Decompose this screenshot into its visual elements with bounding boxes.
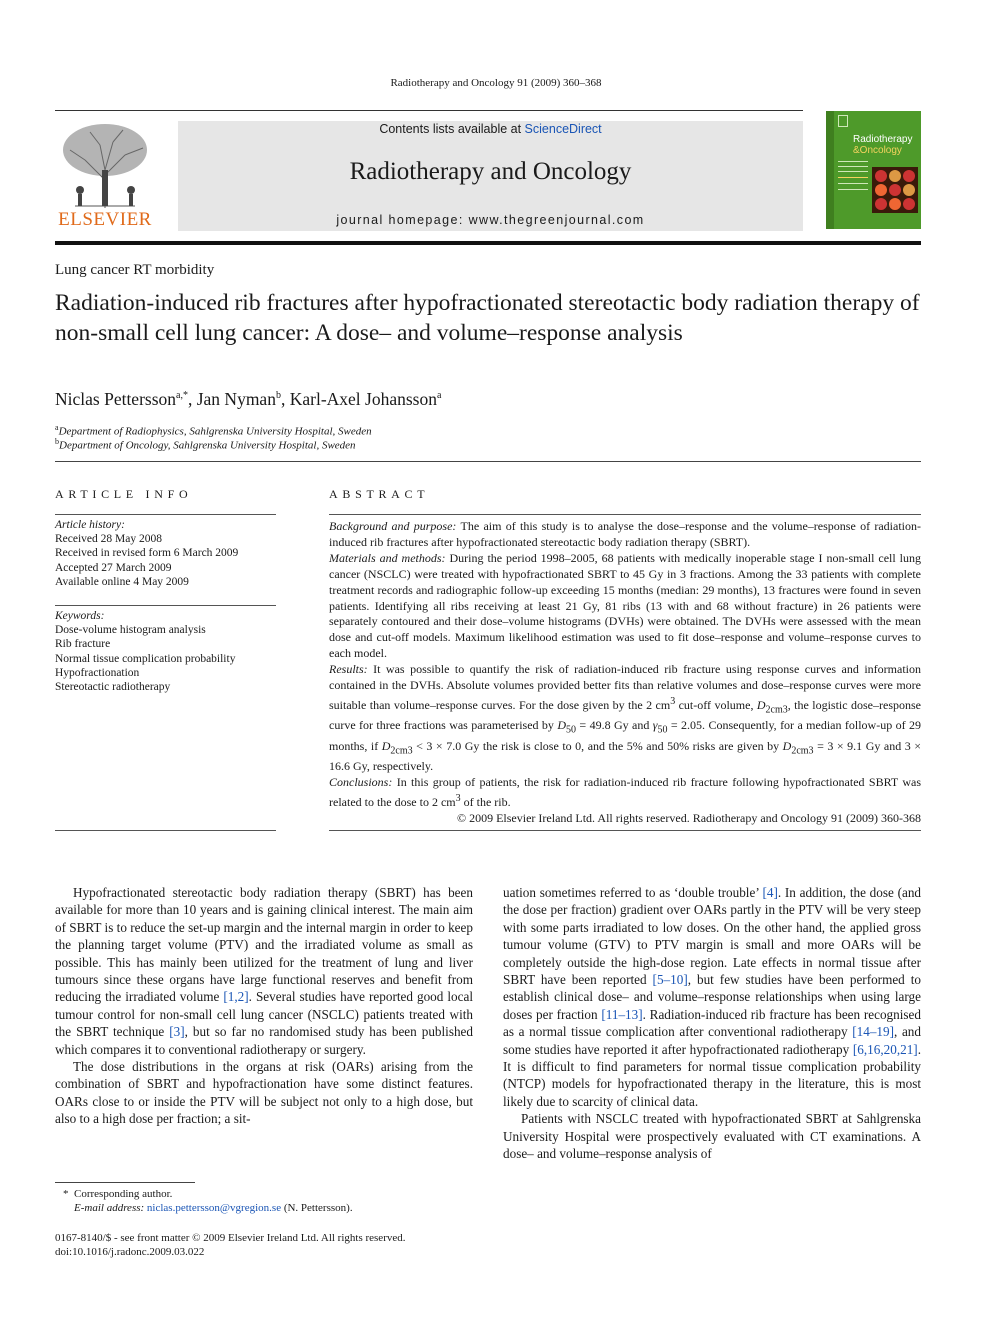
affiliation-mark: a — [55, 423, 59, 432]
article-info-bottom-rule — [55, 830, 276, 831]
body-column-right — [503, 884, 921, 1163]
article-history — [55, 518, 276, 589]
corresponding-author-note — [55, 1187, 483, 1201]
article-info-rule — [55, 514, 276, 515]
results-text: It was possible to quantify the risk of radiation-induced rib fracture using response curves and information contained in the DVHs. Absolute volumes provided better fits than relative volumes and dose–response curves were more suitable than volume–response curves. For the dose given by the 2 cm — [329, 662, 921, 712]
author-separator: , — [187, 389, 197, 409]
author-name: Jan Nyman — [196, 389, 276, 409]
cover-title-line1: Radiotherapy — [853, 134, 913, 145]
homepage-url[interactable]: www.thegreenjournal.com — [468, 213, 645, 227]
footnote-star: * — [63, 1188, 69, 1200]
title-divider — [55, 461, 921, 462]
cover-title-line2: &Oncology — [853, 145, 902, 156]
abstract-methods-text: During the period 1998–2005, 68 patients with medically inoperable stage I non-small cell lung cancer (NSCLC) were treated with hypofractionated SBRT to 45 Gy in 3 fractions. Among the 33 patients with complete treatment records and radiographic follow-up exceeding 15 months (median: 29 months), 13 fractures were found in seven patients. Identifying all ribs receiving at least 21 Gy, 81 ribs (13 with and 68 without fracture) in 26 patients were separately contoured and their dose–volume histograms (DVHs) were obtained. The DVHs were assessed with the mean dose and cut-off models. Maximum likelihood estimation was used to fit dose–response and volume–response curves to each model. — [329, 550, 922, 661]
author-affiliation-mark[interactable]: b — [275, 390, 281, 402]
symbol-sub: 2cm3 — [791, 744, 814, 756]
abstract-methods-label: Materials and methods: — [329, 550, 446, 565]
conclusions-text: of the rib. — [460, 794, 511, 809]
results-text: , the logistic dose–response curve for three fractions was parameterised by — [329, 697, 921, 733]
citation-link[interactable]: [3] — [169, 1024, 185, 1040]
running-head: Radiotherapy and Oncology 91 (2009) 360–368 — [390, 77, 602, 89]
journal-homepage — [178, 213, 803, 227]
affiliation-text: Department of Oncology, Sahlgrenska University Hospital, Sweden — [59, 439, 356, 452]
abstract-background — [329, 519, 921, 551]
citation-link[interactable]: [1,2] — [223, 989, 249, 1005]
author-list — [55, 389, 441, 410]
article-info-heading: ARTICLE INFO — [55, 487, 193, 501]
keyword: Stereotactic radiotherapy — [55, 681, 171, 694]
keyword: Normal tissue complication probability — [55, 652, 236, 665]
abstract-rule — [329, 514, 921, 515]
body-text: . Radiation-induced rib fracture has been recognised as a normal tissue complication after conventional radiotherapy — [503, 1006, 921, 1040]
body-text: . It is difficult to find parameters for normal tissue complication probability (NTCP) models for hypofractionated therapy in the literature, this is most likely due to scarcity of clinical data. — [503, 1041, 921, 1109]
symbol-sub: 2cm3 — [390, 744, 413, 756]
symbol-sub: 2cm3 — [765, 704, 788, 716]
journal-name: Radiotherapy and Oncology — [349, 158, 632, 185]
sciencedirect-link[interactable]: ScienceDirect — [524, 122, 602, 136]
symbol-d: D — [782, 738, 792, 753]
cover-image — [872, 167, 918, 213]
keyword: Rib fracture — [55, 638, 111, 651]
superscript-3: 3 — [670, 695, 676, 707]
issn-line: 0167-8140/$ - see front matter © 2009 Elsevier Ireland Ltd. All rights reserved. — [55, 1232, 406, 1244]
cover-logo-icon — [838, 115, 848, 127]
keyword: Hypofractionation — [55, 666, 140, 679]
symbol-d: D — [381, 738, 391, 753]
abstract-conclusions-label: Conclusions: — [329, 774, 393, 789]
history-item: Received in revised form 6 March 2009 — [55, 547, 239, 560]
body-text: Hypofractionated stereotactic body radiation therapy (SBRT) has been available for more than 10 years and is gaining clinical interest. The main aim of SBRT is to reduce the set-up margin and the internal margin in order to keep the planning target volume (PTV) and the irradiated volume as small as possible. This has mainly been utilized for the treatment of lung and liver tumours since these organs have large functional reserves and benefit from reducing the irradiated volume — [55, 885, 473, 1005]
email-suffix: (N. Pettersson). — [281, 1202, 353, 1214]
keywords-block — [55, 609, 276, 694]
doi-line[interactable]: doi:10.1016/j.radonc.2009.03.022 — [55, 1246, 205, 1258]
body-text: uation sometimes referred to as ‘double trouble’ — [503, 885, 763, 900]
footnote-rule — [55, 1182, 195, 1183]
abstract-copyright: © 2009 Elsevier Ireland Ltd. All rights reserved. Radiotherapy and Oncology 91 (2009) 360-368 — [456, 810, 921, 825]
results-text: = 3 × 9.1 Gy and 3 × 16.6 Gy, respectively. — [329, 738, 922, 773]
results-text: = 49.8 Gy and — [576, 718, 653, 733]
results-text: < 3 × 7.0 Gy the risk is close to 0, and the 5% and 50% risks are given by — [412, 738, 783, 753]
citation-link[interactable]: [5–10] — [652, 972, 688, 988]
citation-link[interactable]: [4] — [762, 885, 778, 900]
affiliation-mark: b — [55, 437, 59, 446]
results-text: cut-off volume, — [675, 697, 757, 712]
email-label: E-mail address: — [74, 1202, 147, 1214]
abstract-heading: ABSTRACT — [329, 487, 430, 501]
body-text: , and some studies have reported it after hypofractionated radiotherapy — [503, 1024, 921, 1057]
section-label: Lung cancer RT morbidity — [55, 262, 215, 278]
symbol-d: D — [557, 718, 567, 733]
abstract-bottom-rule — [329, 830, 921, 831]
elsevier-tree-logo — [55, 120, 155, 210]
cover-title — [853, 134, 912, 156]
body-column-left — [55, 884, 473, 1128]
superscript-3: 3 — [455, 792, 461, 804]
affiliation — [55, 423, 372, 438]
abstract-background-label: Background and purpose: — [329, 519, 457, 533]
email-note — [55, 1201, 494, 1215]
history-item: Accepted 27 March 2009 — [55, 561, 172, 574]
body-text: , but so far no randomised study has been published which compares it to conventional radiotherapy or surgery. — [55, 1024, 474, 1057]
body-paragraph: The dose distributions in the organs at risk (OARs) arising from the combination of SBRT and hypofractionation have some distinct features. OARs close to or inside the PTV will be subject not only to a high dose, but also to a high dose per fraction; a sit- — [55, 1059, 473, 1127]
author-name: Karl-Axel Johansson — [289, 389, 437, 409]
symbol-sub: 50 — [657, 724, 668, 736]
conclusions-text: In this group of patients, the risk for radiation-induced rib fracture following hypofractionated SBRT was related to the dose to 2 cm — [329, 774, 921, 809]
symbol-d: D — [756, 697, 766, 712]
keywords-rule — [55, 605, 276, 606]
citation-link[interactable]: [11–13] — [601, 1006, 643, 1022]
body-paragraph — [55, 884, 473, 1058]
corresponding-text: Corresponding author. — [74, 1188, 173, 1200]
journal-cover-thumbnail[interactable] — [826, 111, 921, 229]
abstract-text — [329, 519, 921, 826]
author-affiliation-mark[interactable]: a,* — [176, 390, 188, 402]
results-text: = 2.05. Consequently, for a median follow-up of 29 months, if — [329, 718, 922, 753]
citation-link[interactable]: [14–19] — [852, 1024, 894, 1040]
body-paragraph: Patients with NSCLC treated with hypofractionated SBRT at Sahlgrenska University Hospital were prospectively evaluated with CT examinations. A dose– and volume–response analysis of — [503, 1111, 921, 1162]
affiliation — [55, 437, 356, 452]
body-text: . Several studies have reported good local tumour control for non-small cell lung cancer (NSCLC) patients treated with the SBRT technique — [55, 989, 473, 1040]
symbol-gamma: γ — [652, 718, 658, 733]
affiliation-text: Department of Radiophysics, Sahlgrenska University Hospital, Sweden — [58, 425, 372, 438]
homepage-prefix: journal homepage: — [336, 213, 469, 227]
history-label: Article history: — [55, 519, 125, 531]
history-item: Available online 4 May 2009 — [55, 575, 189, 588]
keywords-label: Keywords: — [55, 610, 105, 622]
author-separator: , — [280, 389, 290, 409]
body-paragraph — [503, 884, 921, 1110]
keyword: Dose-volume histogram analysis — [55, 624, 206, 637]
contents-prefix: Contents lists available at — [379, 122, 525, 136]
header-divider — [55, 110, 803, 111]
citation-link[interactable]: [6,16,20,21] — [852, 1041, 918, 1057]
body-text: . In addition, the dose (and the dose per fraction) gradient over OARs partly in the PTV will be very steep with some parts irradiated to low doses. On the other hand, the applied gross tumour volume (GTV) to PTV margin is small and more OARs will be completely outside the high-dose region. Late effects in normal tissue after SBRT have been reported — [503, 885, 922, 988]
abstract-methods — [329, 551, 921, 662]
history-item: Received 28 May 2008 — [55, 533, 162, 546]
abstract-results — [329, 662, 921, 775]
symbol-sub: 50 — [566, 724, 577, 736]
abstract-results-label: Results: — [329, 662, 368, 677]
author-name: Niclas Pettersson — [55, 389, 177, 409]
header-thick-rule — [55, 241, 921, 245]
elsevier-wordmark: ELSEVIER — [58, 209, 152, 230]
author-affiliation-mark[interactable]: a — [436, 390, 442, 402]
contents-line — [178, 122, 803, 136]
body-text: , but few studies have been performed to establish clinical dose– and volume–response relationships when using large doses per fraction — [503, 972, 921, 1022]
abstract-background-text: The aim of this study is to analyse the dose–response and the volume–response of radiation-induced rib fractures after hypofractionated stereotactic body radiation therapy (SBRT). — [329, 519, 921, 549]
email-link[interactable]: niclas.pettersson@vgregion.se — [146, 1202, 282, 1214]
abstract-conclusions — [329, 775, 921, 811]
article-title: Radiation-induced rib fractures after hypofractionated stereotactic body radiation therapy of non-small cell lung cancer: A dose– and volume–response analysis — [55, 290, 920, 346]
